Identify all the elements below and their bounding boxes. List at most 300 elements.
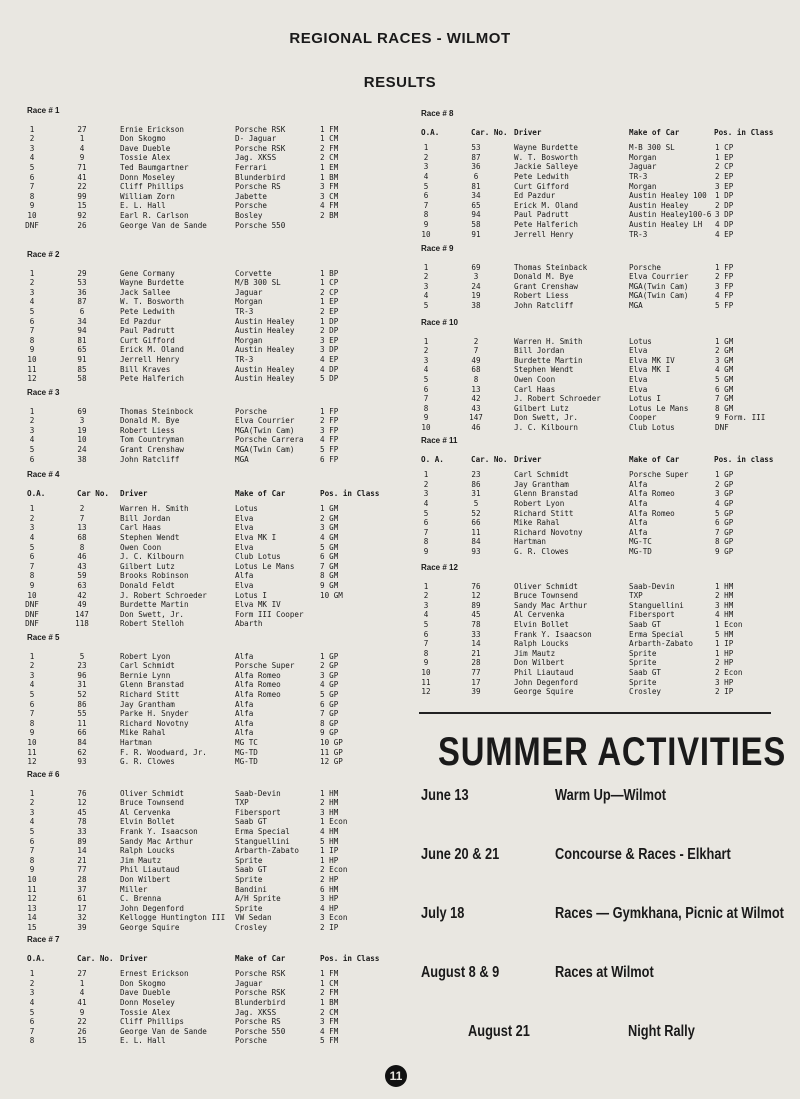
overall-position: 7 <box>29 1026 35 1036</box>
driver-name: Wayne Burdette <box>514 143 579 153</box>
driver-name: Pete Halferich <box>120 374 185 384</box>
car-number: 28 <box>471 658 481 668</box>
driver-name: Erick M. Oland <box>514 200 579 210</box>
car-number: 49 <box>77 600 87 610</box>
column-header: O.A. <box>27 488 46 498</box>
class-position: 1 CM <box>320 978 339 988</box>
overall-position: 6 <box>29 836 35 846</box>
car-number: 147 <box>469 413 483 423</box>
class-position: 4 GM <box>715 365 734 375</box>
driver-name: Gilbert Lutz <box>514 403 569 413</box>
driver-name: Sandy Mac Arthur <box>120 836 194 846</box>
result-row <box>27 514 387 524</box>
make-of-car: Club Lotus <box>629 422 675 432</box>
result-row <box>421 591 781 601</box>
class-position: 1 GM <box>320 504 339 514</box>
result-row <box>27 445 387 455</box>
race-block <box>27 935 387 1046</box>
overall-position: 6 <box>29 316 35 326</box>
result-row <box>421 172 781 182</box>
driver-name: Phil Liautaud <box>514 667 574 677</box>
car-number: 31 <box>471 489 481 499</box>
event-date-4: August 8 & 9 <box>421 964 500 981</box>
car-number: 9 <box>79 1007 85 1017</box>
overall-position: 12 <box>27 757 37 767</box>
overall-position: 6 <box>423 191 429 201</box>
car-number: 118 <box>75 619 89 629</box>
make-of-car: Sprite <box>629 648 657 658</box>
driver-name: Grant Crenshaw <box>514 281 579 291</box>
class-position: 4 FP <box>320 435 339 445</box>
driver-name: G. R. Clowes <box>120 757 175 767</box>
make-of-car: Austin Healey <box>235 345 295 355</box>
driver-name: Warren H. Smith <box>120 504 189 514</box>
car-number: 4 <box>79 988 85 998</box>
make-of-car: Porsche RSK <box>235 988 286 998</box>
result-row <box>27 1017 387 1027</box>
class-position: 3 EP <box>320 335 339 345</box>
result-row <box>27 652 387 662</box>
make-of-car: Morgan <box>235 297 263 307</box>
result-row <box>27 374 387 384</box>
result-row <box>421 480 781 490</box>
car-number: 15 <box>77 1036 87 1046</box>
driver-name: Thomas Steinback <box>514 262 588 272</box>
car-number: 8 <box>473 374 479 384</box>
result-row <box>27 297 387 307</box>
driver-name: Jay Grantham <box>120 699 175 709</box>
result-row <box>421 620 781 630</box>
overall-position: 10 <box>27 874 37 884</box>
class-position: 6 GM <box>320 552 339 562</box>
result-row <box>27 125 387 135</box>
car-number: 68 <box>471 365 481 375</box>
result-row <box>27 288 387 298</box>
driver-name: Elvin Bollet <box>120 817 175 827</box>
overall-position: 9 <box>423 219 429 229</box>
result-row <box>421 201 781 211</box>
make-of-car: D- Jaguar <box>235 134 277 144</box>
driver-name: Ed Pazdur <box>120 316 162 326</box>
class-position: 6 GM <box>715 384 734 394</box>
car-number: 34 <box>77 316 87 326</box>
make-of-car: Lotus Le Mans <box>235 561 295 571</box>
result-row <box>27 269 387 279</box>
driver-name: Burdette Martin <box>514 355 583 365</box>
class-position: 12 GP <box>320 757 343 767</box>
result-row <box>421 263 781 273</box>
class-position: 3 DP <box>320 345 339 355</box>
race-label: Race # 6 <box>27 770 60 779</box>
car-number: 5 <box>473 498 479 508</box>
driver-name: Don Wilbert <box>120 874 171 884</box>
driver-name: Mike Rahal <box>514 518 560 528</box>
result-row <box>421 162 781 172</box>
make-of-car: Alfa Romeo <box>629 489 675 499</box>
car-number: 45 <box>77 807 87 817</box>
car-number: 9 <box>79 153 85 163</box>
race-label: Race # 1 <box>27 106 60 115</box>
make-of-car: MG-TD <box>629 546 652 556</box>
class-position: 3 HM <box>715 600 734 610</box>
column-header: O. A. <box>421 454 444 464</box>
event-name-3: Races — Gymkhana, Picnic at Wilmot <box>555 905 784 922</box>
car-number: 21 <box>77 855 87 865</box>
result-row <box>27 426 387 436</box>
make-of-car: Alfa <box>235 651 254 661</box>
overall-position: 1 <box>423 336 429 346</box>
column-header: Make of Car <box>235 953 286 963</box>
class-position: 5 DP <box>320 374 339 384</box>
result-row <box>421 375 781 385</box>
overall-position: 1 <box>29 969 35 979</box>
class-position: 2 FM <box>320 988 339 998</box>
overall-position: 11 <box>27 364 37 374</box>
overall-position: 2 <box>29 661 35 671</box>
car-number: 69 <box>77 406 87 416</box>
class-position: 2 GM <box>715 346 734 356</box>
make-of-car: Elva MK I <box>629 365 671 375</box>
driver-name: Jim Mautz <box>514 648 556 658</box>
class-position: 2 IP <box>715 687 734 697</box>
car-number: 5 <box>79 651 85 661</box>
car-number: 36 <box>77 287 87 297</box>
overall-position: 4 <box>29 680 35 690</box>
car-number: 46 <box>471 422 481 432</box>
race-label: Race # 10 <box>421 318 458 327</box>
result-row <box>421 346 781 356</box>
result-row <box>27 533 387 543</box>
overall-position: 14 <box>27 913 37 923</box>
overall-position: DNF <box>25 220 39 230</box>
driver-name: Al Cervenka <box>120 807 171 817</box>
class-position: 5 FP <box>715 300 734 310</box>
driver-name: J. Robert Schroeder <box>514 394 601 404</box>
result-row <box>27 591 387 601</box>
result-row <box>27 885 387 895</box>
driver-name: Ernest Erickson <box>120 969 189 979</box>
driver-name: Ralph Loucks <box>120 846 175 856</box>
overall-position: 4 <box>29 297 35 307</box>
result-row <box>27 144 387 154</box>
result-row <box>421 413 781 423</box>
class-position: 2 Econ <box>320 865 348 875</box>
driver-name: George Van de Sande <box>120 220 207 230</box>
overall-position: 1 <box>29 651 35 661</box>
car-number: 3 <box>473 272 479 282</box>
overall-position: 4 <box>29 817 35 827</box>
overall-position: 3 <box>29 425 35 435</box>
class-position: 5 HM <box>715 629 734 639</box>
result-row <box>27 894 387 904</box>
class-position: 7 GP <box>715 527 734 537</box>
page-title: REGIONAL RACES - WILMOT <box>289 30 511 47</box>
result-row <box>27 728 387 738</box>
make-of-car: MGA(Twin Cam) <box>235 425 295 435</box>
class-position: 3 GP <box>320 670 339 680</box>
result-row <box>27 865 387 875</box>
result-row <box>421 210 781 220</box>
make-of-car: Austin Healey <box>629 200 689 210</box>
driver-name: Ralph Loucks <box>514 639 569 649</box>
make-of-car: Sprite <box>629 677 657 687</box>
class-position: 8 GP <box>715 537 734 547</box>
overall-position: 2 <box>29 978 35 988</box>
overall-position: 12 <box>421 687 431 697</box>
car-number: 13 <box>77 523 87 533</box>
make-of-car: Erma Special <box>235 826 290 836</box>
driver-name: Gilbert Lutz <box>120 561 175 571</box>
driver-name: Jerrell Henry <box>514 229 574 239</box>
overall-position: 10 <box>421 667 431 677</box>
make-of-car: Sprite <box>629 658 657 668</box>
overall-position: 3 <box>423 281 429 291</box>
overall-position: 1 <box>29 406 35 416</box>
car-number: 6 <box>79 306 85 316</box>
car-number: 59 <box>77 571 87 581</box>
overall-position: 2 <box>29 416 35 426</box>
overall-position: 4 <box>423 291 429 301</box>
class-position: 3 Econ <box>320 913 348 923</box>
car-number: 2 <box>473 336 479 346</box>
class-position: 3 EP <box>715 181 734 191</box>
driver-name: Burdette Martin <box>120 600 189 610</box>
driver-name: Mike Rahal <box>120 728 166 738</box>
make-of-car: Porsche <box>235 1036 268 1046</box>
class-position: 9 GM <box>320 580 339 590</box>
result-row <box>421 291 781 301</box>
overall-position: 6 <box>29 454 35 464</box>
car-number: 12 <box>77 798 87 808</box>
class-position: 3 GP <box>715 489 734 499</box>
make-of-car: TXP <box>235 798 249 808</box>
class-position: 4 DP <box>320 364 339 374</box>
driver-name: Don Swett, Jr. <box>514 413 579 423</box>
driver-name: Robert Stelloh <box>120 619 185 629</box>
driver-name: Richard Novotny <box>120 718 189 728</box>
car-number: 76 <box>77 788 87 798</box>
event-name-5: Night Rally <box>628 1023 695 1040</box>
result-row <box>27 827 387 837</box>
class-position: 1 DP <box>320 316 339 326</box>
driver-name: Stephen Wendt <box>120 532 180 542</box>
result-row <box>421 518 781 528</box>
driver-name: William Zorn <box>120 191 175 201</box>
race-label: Race # 11 <box>421 436 458 445</box>
driver-name: Kellogge Huntington III <box>120 913 226 923</box>
race-block <box>27 470 387 629</box>
class-position: 2 FP <box>715 272 734 282</box>
driver-name: Earl R. Carlson <box>120 210 189 220</box>
make-of-car: Porsche RS <box>235 182 281 192</box>
race-label: Race # 7 <box>27 935 60 944</box>
class-position: 2 DP <box>715 200 734 210</box>
car-number: 27 <box>77 124 87 134</box>
make-of-car: Arbarth-Zabato <box>235 846 300 856</box>
class-position: 5 HM <box>320 836 339 846</box>
driver-name: Phil Liautaud <box>120 865 180 875</box>
make-of-car: TR-3 <box>629 171 648 181</box>
driver-name: Ed Pazdur <box>514 191 556 201</box>
class-position: 8 GP <box>320 718 339 728</box>
column-header: Pos. in class <box>714 454 774 464</box>
result-row <box>27 455 387 465</box>
overall-position: 7 <box>29 561 35 571</box>
car-number: 41 <box>77 997 87 1007</box>
race-block <box>27 250 387 384</box>
result-row <box>27 173 387 183</box>
make-of-car: Jag. XKSS <box>235 153 277 163</box>
car-number: 55 <box>77 709 87 719</box>
make-of-car: Saab GT <box>235 865 268 875</box>
result-row <box>27 221 387 231</box>
result-row <box>27 757 387 767</box>
driver-name: Jackie Salleye <box>514 162 579 172</box>
overall-position: 2 <box>29 134 35 144</box>
driver-name: Donald M. Bye <box>514 272 574 282</box>
make-of-car: Austin Healey <box>235 364 295 374</box>
driver-name: Al Cervenka <box>514 610 565 620</box>
car-number: 22 <box>77 182 87 192</box>
make-of-car: Alfa <box>629 518 648 528</box>
driver-name: Pete Halferich <box>514 219 579 229</box>
car-number: 77 <box>471 667 481 677</box>
overall-position: 6 <box>423 384 429 394</box>
car-number: 28 <box>77 874 87 884</box>
make-of-car: Alfa Romeo <box>235 689 281 699</box>
driver-name: Carl Haas <box>120 523 162 533</box>
make-of-car: Alfa <box>629 479 648 489</box>
make-of-car: Bandini <box>235 884 268 894</box>
class-position: 6 FP <box>320 454 339 464</box>
result-row <box>27 182 387 192</box>
car-number: 81 <box>471 181 481 191</box>
driver-name: J. C. Kilbourn <box>514 422 579 432</box>
make-of-car: Crosley <box>629 687 662 697</box>
class-position: 2 GP <box>715 479 734 489</box>
driver-name: G. R. Clowes <box>514 546 569 556</box>
overall-position: DNF <box>25 609 39 619</box>
overall-position: 10 <box>421 422 431 432</box>
make-of-car: Alfa Romeo <box>629 508 675 518</box>
car-number: 1 <box>79 134 85 144</box>
make-of-car: Alfa Romeo <box>235 680 281 690</box>
make-of-car: TR-3 <box>629 229 648 239</box>
result-row <box>421 547 781 557</box>
result-row <box>421 423 781 433</box>
event-date-2: June 20 & 21 <box>421 846 500 863</box>
overall-position: 6 <box>29 552 35 562</box>
driver-name: John Ratcliff <box>514 300 574 310</box>
make-of-car: Stanguellini <box>235 836 290 846</box>
column-header: Car. No. <box>471 127 508 137</box>
result-row <box>27 1027 387 1037</box>
class-position: 1 BM <box>320 997 339 1007</box>
make-of-car: Corvette <box>235 268 272 278</box>
result-row <box>27 571 387 581</box>
driver-name: Pete Ledwith <box>120 306 175 316</box>
car-number: 76 <box>471 581 481 591</box>
driver-name: Don Wilbert <box>514 658 565 668</box>
make-of-car: Jabette <box>235 191 268 201</box>
driver-name: Jim Mautz <box>120 855 162 865</box>
overall-position: 6 <box>29 699 35 709</box>
column-header: Driver <box>120 488 148 498</box>
car-number: 42 <box>471 394 481 404</box>
class-position: 3 FM <box>320 1017 339 1027</box>
driver-name: Erick M. Oland <box>120 345 185 355</box>
result-row <box>27 671 387 681</box>
driver-name: Cliff Phillips <box>120 1017 185 1027</box>
overall-position: 7 <box>29 182 35 192</box>
car-number: 41 <box>77 172 87 182</box>
result-row <box>27 680 387 690</box>
make-of-car: Cooper <box>629 413 657 423</box>
make-of-car: Crosley <box>235 922 268 932</box>
class-position: 11 GP <box>320 747 343 757</box>
result-row <box>27 365 387 375</box>
overall-position: 3 <box>423 162 429 172</box>
class-position: 1 DP <box>715 191 734 201</box>
driver-name: George Squire <box>514 687 574 697</box>
car-number: 58 <box>77 374 87 384</box>
class-position: 1 HP <box>320 855 339 865</box>
car-number: 99 <box>77 191 87 201</box>
make-of-car: Blunderbird <box>235 997 286 1007</box>
result-row <box>27 504 387 514</box>
make-of-car: Elva <box>235 523 254 533</box>
class-position: 4 FM <box>320 201 339 211</box>
class-position: 3 HM <box>320 807 339 817</box>
class-position: 2 GM <box>320 513 339 523</box>
overall-position: 9 <box>423 546 429 556</box>
make-of-car: Lotus I <box>235 590 268 600</box>
overall-position: 7 <box>29 846 35 856</box>
race-block <box>27 106 387 230</box>
class-position: 3 CM <box>320 191 339 201</box>
class-position: 6 GP <box>320 699 339 709</box>
race-block <box>27 388 387 464</box>
overall-position: 5 <box>423 181 429 191</box>
overall-position: 1 <box>29 788 35 798</box>
result-row <box>421 537 781 547</box>
race-block <box>27 770 387 933</box>
overall-position: 9 <box>29 865 35 875</box>
result-row <box>27 355 387 365</box>
event-name-4: Races at Wilmot <box>555 964 654 981</box>
driver-name: E. L. Hall <box>120 201 166 211</box>
column-header: Car. No. <box>471 454 508 464</box>
car-number: 19 <box>471 291 481 301</box>
car-number: 89 <box>471 600 481 610</box>
result-row <box>27 153 387 163</box>
car-number: 1 <box>79 978 85 988</box>
driver-name: Tossie Alex <box>120 153 171 163</box>
result-row <box>27 407 387 417</box>
class-position: 5 GM <box>715 374 734 384</box>
driver-name: Thomas Steinbock <box>120 406 194 416</box>
car-number: 89 <box>77 836 87 846</box>
car-number: 77 <box>77 865 87 875</box>
make-of-car: Porsche Super <box>235 661 295 671</box>
overall-position: 8 <box>29 191 35 201</box>
result-row <box>421 639 781 649</box>
class-position: 3 GM <box>320 523 339 533</box>
make-of-car: MG TC <box>235 737 258 747</box>
overall-position: 9 <box>29 728 35 738</box>
overall-position: 9 <box>29 201 35 211</box>
driver-name: Paul Padrutt <box>120 326 175 336</box>
